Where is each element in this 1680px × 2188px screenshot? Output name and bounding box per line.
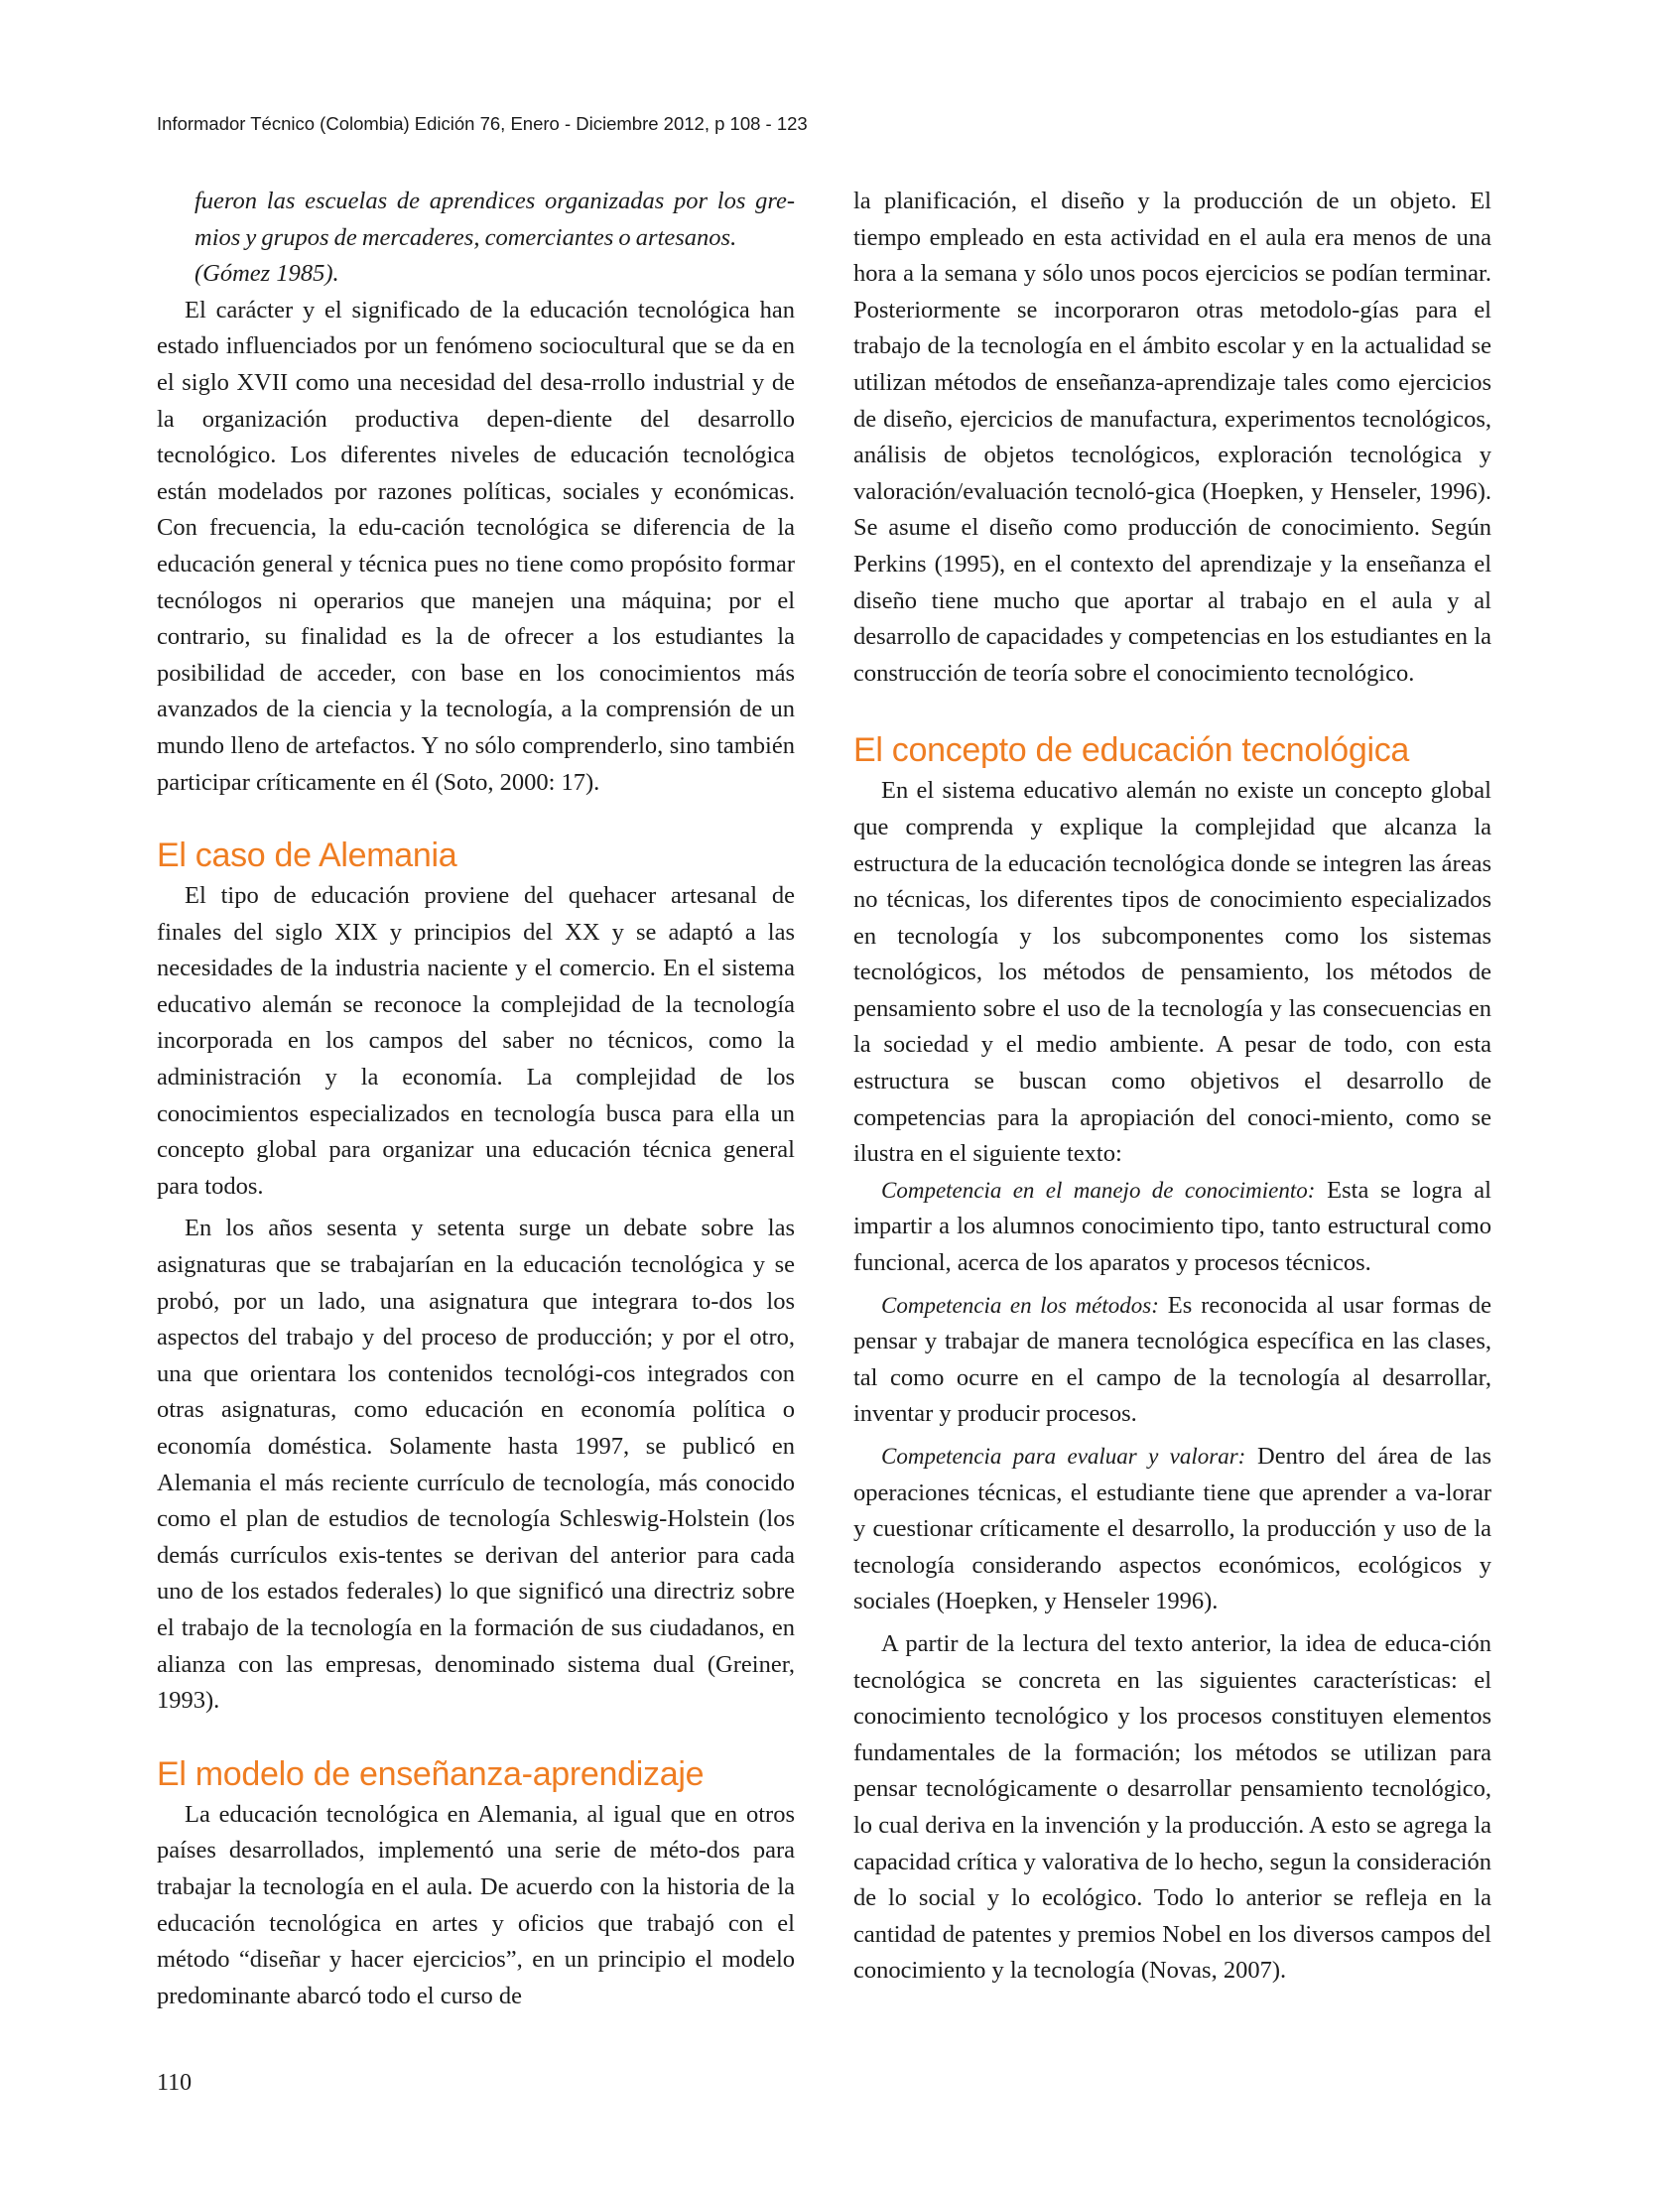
body-paragraph: En el sistema educativo alemán no existe un concepto global que comprenda y explique la complejidad que alcanza la estructura de la educación tecnológica donde se integren las áreas no técnicas, los diferentes tipos de conocimiento especializados en tecnología y los subcomponentes como los sistemas tecnológicos, los métodos de pensamiento, los métodos de pensamiento sobre el uso de la tecnología y las consecuencias en la sociedad y el medio ambiente. A pesar de todo, con esta estructura se buscan como objetivos el desarrollo de competencias para la apropiación del conoci-miento, como se ilustra en el siguiente texto: [853, 777, 1491, 1168]
competence-text: Es reconocida al usar formas de pensar y trabajar de manera tecnológica específica en las clases, tal como ocurre en el campo de la tecnología al desarrollar, inventar y producir procesos. [853, 1291, 1491, 1428]
block-quote: fueron las escuelas de aprendices organizadas por los gre-mios y grupos de mercaderes, comerciantes o artesanos. [194, 188, 795, 251]
right-column [853, 184, 1491, 1990]
competence-term: Competencia en los métodos: [881, 1292, 1159, 1318]
competence-term: Competencia para evaluar y valorar: [881, 1444, 1246, 1469]
body-paragraph: La educación tecnológica en Alemania, al igual que en otros países desarrollados, implementó una serie de méto-dos para trabajar la tecnología en el aula. De acuerdo con la historia de la educación tecnológica en artes y oficios que trabajó con el método “diseñar y hacer ejercicios”, en un principio el modelo predominante abarcó todo el curso de [157, 1800, 795, 2009]
competence-text: Dentro del área de las operaciones técnicas, el estudiante tiene que aprender a va-lorar y cuestionar críticamente el desarrollo, la producción y uso de la tecnología considerando aspectos económicos, ecológicos y sociales (Hoepken, y Henseler 1996). [853, 1443, 1491, 1615]
section-heading-modelo: El modelo de enseñanza-aprendizaje [157, 1754, 705, 1793]
competence-paragraph [853, 1439, 1491, 1620]
competence-text: Esta se logra al impartir a los alumnos conocimiento tipo, tanto estructural como funcional, acerca de los aparatos y procesos técnicos. [853, 1176, 1491, 1277]
competence-term: Competencia en el manejo de conocimiento: [881, 1177, 1316, 1203]
section-heading-concepto: El concepto de educación tecnológica [853, 731, 1410, 770]
body-paragraph: la planificación, el diseño y la producción de un objeto. El tiempo empleado en esta actividad en el aula era menos de una hora a la semana y sólo unos pocos ejercicios se podían terminar. Posteriormente se incorporaron otras metodolo-gías para el trabajo de la tecnología en el ámbito escolar y en la actualidad se utilizan métodos de enseñanza-aprendizaje tales como ejercicios de diseño, ejercicios de manufactura, experimentos tecnológicos, análisis de objetos tecnológicos, exploración tecnológica y valoración/evaluación tecnoló-gica (Hoepken, y Henseler, 1996). Se asume el diseño como producción de conocimiento. Según Perkins (1995), en el contexto del aprendizaje y la enseñanza el diseño tiene mucho que aportar al trabajo en el aula y al desarrollo de capacidades y competencias en los estudiantes en la construcción de teoría sobre el conocimiento tecnológico. [853, 188, 1491, 687]
body-paragraph: El tipo de educación proviene del quehacer artesanal de finales del siglo XIX y principios del XX y se adaptó a las necesidades de la industria naciente y el comercio. En el sistema educativo alemán se reconoce la complejidad de la tecnología incorporada en los campos del saber no técnicos, como la administración y la economía. La complejidad de los conocimientos especializados en tecnología busca para ella un concepto global para organizar una educación técnica general para todos. [157, 882, 795, 1200]
quote-citation: (Gómez 1985). [194, 260, 339, 288]
left-column [157, 184, 795, 2014]
body-paragraph: A partir de la lectura del texto anterior, la idea de educa-ción tecnológica se concreta en las siguientes características: el conocimiento tecnológico y los procesos constituyen elementos fundamentales de la formación; los métodos se utilizan para pensar tecnológicamente o desarrollar pensamiento tecnológico, lo cual deriva en la invención y la producción. A esto se agrega la capacidad crítica y valorativa de lo hecho, segun la consideración de lo social y lo ecológico. Todo lo anterior se refleja en la cantidad de patentes y premios Nobel en los diversos campos del conocimiento y la tecnología (Novas, 2007). [853, 1629, 1491, 1985]
body-paragraph: El carácter y el significado de la educación tecnológica han estado influenciados por un fenómeno sociocultural que se da en el siglo XVII como una necesidad del desa-rrollo industrial y de la organización productiva depen-diente del desarrollo tecnológico. Los diferentes niveles de educación tecnológica están modelados por razones políticas, sociales y económicas. Con frecuencia, la edu-cación tecnológica se diferencia de la educación general y técnica pues no tiene como propósito formar tecnólogos ni operarios que manejen una máquina; por el contrario, su finalidad es la de ofrecer a los estudiantes la posibilidad de acceder, con base en los conocimientos más avanzados de la ciencia y la tecnología, a la comprensión de un mundo lleno de artefactos. Y no sólo comprenderlo, sino también participar críticamente en él (Soto, 2000: 17). [157, 296, 795, 796]
running-header: Informador Técnico (Colombia) Edición 76, Enero - Diciembre 2012, p 108 - 123 [157, 113, 808, 134]
section-heading-alemania: El caso de Alemania [157, 837, 457, 875]
body-paragraph: En los años sesenta y setenta surge un debate sobre las asignaturas que se trabajarían en la educación tecnológica y se probó, por un lado, una asignatura que integrara to-dos los aspectos del trabajo y del proceso de producción; y por el otro, una que orientara los contenidos tecnológi-cos integrados con otras asignaturas, como educación en economía política o economía doméstica. Solamente hasta 1997, se publicó en Alemania el más reciente currículo de tecnología, más conocido como el plan de estudios de tecnología Schleswig-Holstein (los demás currículos exis-tentes se derivan del anterior para cada uno de los estados federales) lo que significó una directriz sobre el trabajo de la tecnología en la formación de sus ciudadanos, en alianza con las empresas, denominado sistema dual (Greiner, 1993). [157, 1215, 795, 1715]
page-number: 110 [157, 2070, 193, 2096]
competence-paragraph [853, 1288, 1491, 1433]
competence-paragraph [853, 1173, 1491, 1282]
